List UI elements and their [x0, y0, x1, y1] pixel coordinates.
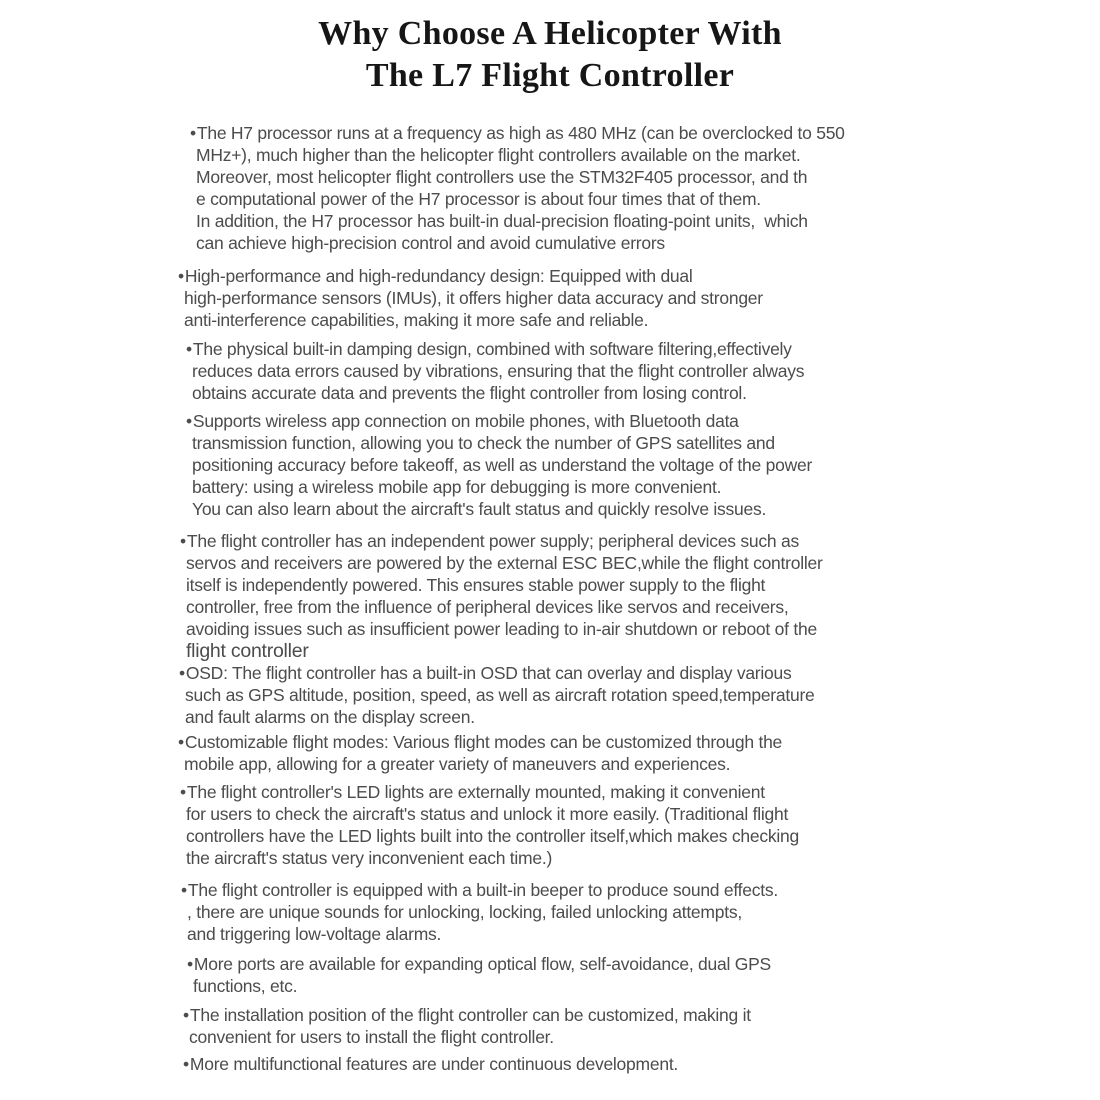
bullet-icon: •: [186, 339, 192, 359]
bullet-icon: •: [186, 411, 192, 431]
page-title-line-2: The L7 Flight Controller: [365, 57, 735, 94]
bullet-line: and fault alarms on the display screen.: [185, 707, 475, 727]
bullet-line: •Supports wireless app connection on mobile phones, with Bluetooth data: [186, 411, 739, 431]
bullet-line: You can also learn about the aircraft's fault status and quickly resolve issues.: [192, 499, 767, 519]
bullet-line: servos and receivers are powered by the external ESC BEC,while the flight controller: [186, 553, 823, 573]
feature-bullet: [187, 953, 948, 997]
bullet-line: mobile app, allowing for a greater variety of maneuvers and experiences.: [184, 754, 731, 774]
bullet-icon: •: [178, 732, 184, 752]
bullet-icon: •: [181, 880, 187, 900]
page-title: [0, 13, 1100, 97]
page-title-line-1: Why Choose A Helicopter With: [318, 15, 782, 52]
bullet-line: In addition, the H7 processor has built-in dual-precision floating-point units, which: [196, 211, 808, 231]
bullet-line: battery: using a wireless mobile app for debugging is more convenient.: [192, 477, 722, 497]
bullet-line: e computational power of the H7 processor is about four times that of them.: [196, 189, 761, 209]
bullet-line: obtains accurate data and prevents the flight controller from losing control.: [192, 383, 747, 403]
bullet-line: positioning accuracy before takeoff, as well as understand the voltage of the power: [192, 455, 813, 475]
feature-bullet: [183, 1004, 948, 1048]
feature-bullet: [183, 1053, 948, 1075]
bullet-line: avoiding issues such as insufficient power leading to in-air shutdown or reboot of the: [186, 619, 817, 639]
bullet-line: controller, free from the influence of peripheral devices like servos and receivers,: [186, 597, 789, 617]
bullet-icon: •: [187, 954, 193, 974]
bullet-line: •The flight controller is equipped with a built-in beeper to produce sound effects.: [181, 880, 778, 900]
feature-bullet: [190, 122, 948, 254]
feature-bullet: [178, 265, 948, 331]
bullet-line: the aircraft's status very inconvenient each time.): [186, 848, 553, 868]
bullet-icon: •: [183, 1005, 189, 1025]
bullet-line: MHz+), much higher than the helicopter flight controllers available on the market.: [196, 145, 801, 165]
bullet-line: •OSD: The flight controller has a built-in OSD that can overlay and display various: [179, 663, 792, 683]
bullet-line: •The H7 processor runs at a frequency as high as 480 MHz (can be overclocked to 550: [190, 123, 845, 143]
feature-list: [178, 122, 948, 1075]
bullet-line: transmission function, allowing you to check the number of GPS satellites and: [192, 433, 775, 453]
bullet-icon: •: [180, 531, 186, 551]
bullet-line: •The installation position of the flight controller can be customized, making it: [183, 1005, 751, 1025]
bullet-line: functions, etc.: [193, 976, 298, 996]
bullet-line: convenient for users to install the flight controller.: [189, 1027, 554, 1047]
feature-bullet: [179, 662, 948, 728]
bullet-icon: •: [190, 123, 196, 143]
bullet-line: •More multifunctional features are under continuous development.: [183, 1054, 679, 1074]
feature-bullet: [178, 731, 948, 775]
feature-bullet: [181, 879, 948, 945]
bullet-line: itself is independently powered. This ensures stable power supply to the flight: [186, 575, 766, 595]
feature-bullet: [186, 338, 948, 404]
bullet-line: for users to check the aircraft's status and unlock it more easily. (Traditional flight: [186, 804, 789, 824]
bullet-line: such as GPS altitude, position, speed, as well as aircraft rotation speed,temperature: [185, 685, 815, 705]
bullet-line: , there are unique sounds for unlocking, locking, failed unlocking attempts,: [187, 902, 742, 922]
bullet-line: •More ports are available for expanding optical flow, self-avoidance, dual GPS: [187, 954, 771, 974]
bullet-line: anti-interference capabilities, making it more safe and reliable.: [184, 310, 649, 330]
feature-bullet: [180, 530, 948, 662]
bullet-icon: •: [183, 1054, 189, 1074]
bullet-line: high-performance sensors (IMUs), it offers higher data accuracy and stronger: [184, 288, 763, 308]
bullet-line: and triggering low-voltage alarms.: [187, 924, 442, 944]
bullet-line: •High-performance and high-redundancy design: Equipped with dual: [178, 266, 693, 286]
bullet-line: •The flight controller has an independent power supply; peripheral devices such as: [180, 531, 799, 551]
bullet-line: reduces data errors caused by vibrations, ensuring that the flight controller always: [192, 361, 805, 381]
bullet-icon: •: [180, 782, 186, 802]
bullet-line: •The flight controller's LED lights are externally mounted, making it convenient: [180, 782, 765, 802]
feature-bullet: [186, 410, 948, 520]
bullet-line: flight controller: [186, 640, 309, 662]
bullet-line: controllers have the LED lights built into the controller itself,which makes checking: [186, 826, 799, 846]
feature-bullet: [180, 781, 948, 869]
bullet-line: can achieve high-precision control and avoid cumulative errors: [196, 233, 665, 253]
bullet-icon: •: [178, 266, 184, 286]
bullet-icon: •: [179, 663, 185, 683]
bullet-line: •The physical built-in damping design, combined with software filtering,effectively: [186, 339, 792, 359]
bullet-line: •Customizable flight modes: Various flight modes can be customized through the: [178, 732, 783, 752]
bullet-line: Moreover, most helicopter flight controllers use the STM32F405 processor, and th: [196, 167, 808, 187]
